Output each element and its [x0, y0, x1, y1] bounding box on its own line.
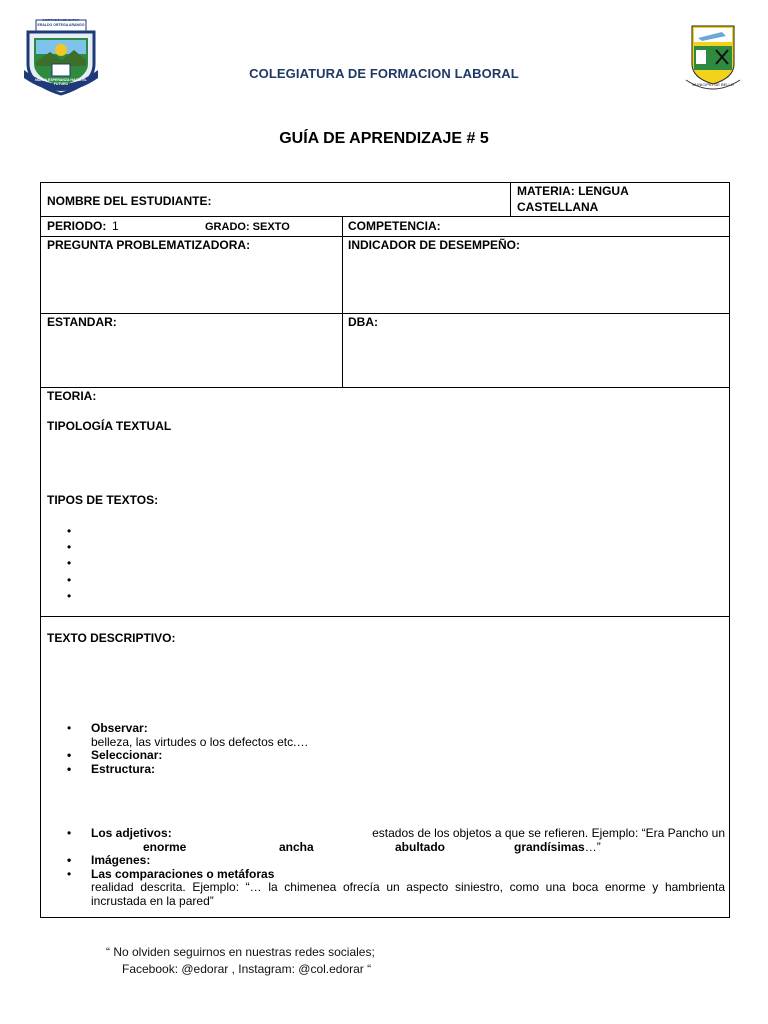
row-divider: [41, 216, 729, 217]
adjectives-end: …”: [584, 839, 601, 854]
subject-label-line2: CASTELLANA: [517, 200, 599, 214]
competence-label: COMPETENCIA:: [348, 219, 441, 233]
performance-indicator-label: INDICADOR DE DESEMPEÑO:: [348, 238, 521, 252]
student-name-label: NOMBRE DEL ESTUDIANTE:: [47, 194, 212, 208]
row-divider: [41, 236, 729, 237]
list-item: [47, 854, 725, 868]
list-item: [47, 763, 725, 777]
text-types-label: TIPOS DE TEXTOS:: [47, 493, 159, 507]
adjectives-text: estados de los objetos a que se refieren. Ejemplo: “Era Pancho un: [372, 826, 725, 840]
adjective-word: ancha: [279, 839, 314, 854]
list-item: [47, 827, 725, 854]
footer-line2: Facebook: @edorar , Instagram: @col.edorar “: [122, 962, 372, 976]
descriptive-resources-list: [47, 827, 725, 908]
list-item: [47, 722, 725, 749]
images-label: Imágenes:: [91, 853, 151, 867]
list-item: [47, 868, 725, 909]
descriptive-text-label: TEXTO DESCRIPTIVO:: [47, 631, 176, 645]
list-item: [41, 555, 341, 571]
row-divider: [41, 313, 729, 314]
descriptive-features-list: [47, 722, 725, 776]
municipal-logo-text: MUNICIPIO DE BELLO: [692, 82, 734, 87]
list-item: [41, 523, 341, 539]
list-item: [41, 539, 341, 555]
row-divider: [41, 616, 729, 617]
institution-subtitle: COLEGIATURA DE FORMACION LABORAL: [249, 66, 519, 81]
guide-title: GUÍA DE APRENDIZAJE # 5: [279, 130, 489, 147]
subject-label-line1: MATERIA: LENGUA: [517, 184, 629, 198]
comparisons-label: Las comparaciones o metáforas: [91, 866, 275, 881]
period-value: 1: [112, 219, 119, 233]
select-label: Seleccionar:: [91, 748, 163, 762]
list-item: [41, 588, 341, 604]
school-shield-logo: [22, 14, 100, 96]
text-types-list: [41, 523, 341, 604]
row-divider: [41, 387, 729, 388]
list-item: [41, 572, 341, 588]
adjective-word: abultado: [395, 839, 445, 854]
dba-label: DBA:: [348, 315, 378, 329]
footer-line1: “ No olviden seguirnos en nuestras redes sociales;: [106, 945, 375, 959]
standard-label: ESTANDAR:: [47, 315, 117, 329]
theory-label: TEORIA:: [47, 389, 97, 403]
municipal-shield-logo: [682, 24, 744, 94]
list-item: [47, 749, 725, 763]
adjective-word: enorme: [143, 839, 187, 854]
adjectives-label: Los adjetivos:: [91, 826, 172, 840]
text-typology-label: TIPOLOGÍA TEXTUAL: [47, 419, 172, 433]
social-media-footer: [106, 944, 375, 978]
school-logo-text-name: ERALDO ORTEGA ARANGO: [37, 23, 85, 27]
adjective-word: grandísimas: [514, 839, 585, 854]
comparisons-text-line1: realidad descrita. Ejemplo: “… la chimenea ofrecía un aspecto siniestro, como una boca enorme y hambrienta: [91, 880, 725, 894]
problem-question-label: PREGUNTA PROBLEMATIZADORA:: [47, 238, 251, 252]
observe-label: Observar:: [91, 721, 148, 735]
column-divider: [510, 183, 511, 216]
column-divider: [342, 216, 343, 387]
period-label: PERIODO:: [47, 219, 107, 233]
structure-label: Estructura:: [91, 761, 156, 776]
learning-guide-form: [40, 182, 730, 918]
observe-text: belleza, las virtudes o los defectos etc.…: [91, 734, 309, 749]
school-logo-text-top: INSTITUCIÓN EDUCATIVA: [42, 18, 80, 22]
grade-label: GRADO: SEXTO: [205, 221, 290, 233]
school-logo-text-bottom: NUEVA ESPERANZA HACIA EL FUTURO: [35, 78, 87, 86]
comparisons-text-line2: incrustada en la pared”: [91, 893, 214, 908]
